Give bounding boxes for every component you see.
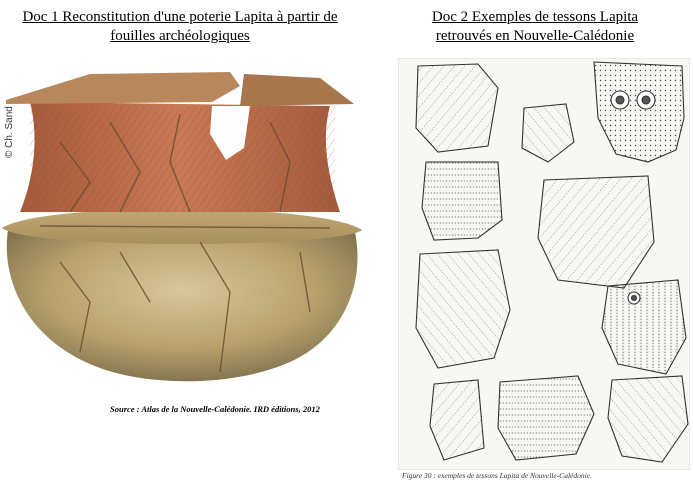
doc1-title xyxy=(4,8,356,46)
doc2-caption: Figure 30 : exemples de tessons Lapita de Nouvelle-Calédonie. xyxy=(402,471,592,480)
lapita-sherds-drawing xyxy=(398,58,690,470)
sherd-6 xyxy=(416,250,510,368)
sherd-4 xyxy=(422,162,502,240)
sherd-1 xyxy=(416,64,498,152)
doc1-title-line1: Doc 1 Reconstitution d'une poterie Lapita à partir de xyxy=(22,9,338,25)
doc2-title-line2: retrouvés en Nouvelle-Calédonie xyxy=(435,28,635,44)
doc1-title-line2: fouilles archéologiques xyxy=(110,28,250,44)
doc2-title-line1: Doc 2 Exemples de tessons Lapita xyxy=(431,9,639,25)
lapita-pot-photo xyxy=(0,62,370,402)
pot-body xyxy=(7,230,358,381)
doc1-source: Source : Atlas de la Nouvelle-Calédonie. IRD éditions, 2012 xyxy=(110,404,320,414)
photo-credit: © Ch. Sand xyxy=(4,106,15,158)
pot-rim xyxy=(6,72,240,104)
doc2-title xyxy=(390,8,680,46)
